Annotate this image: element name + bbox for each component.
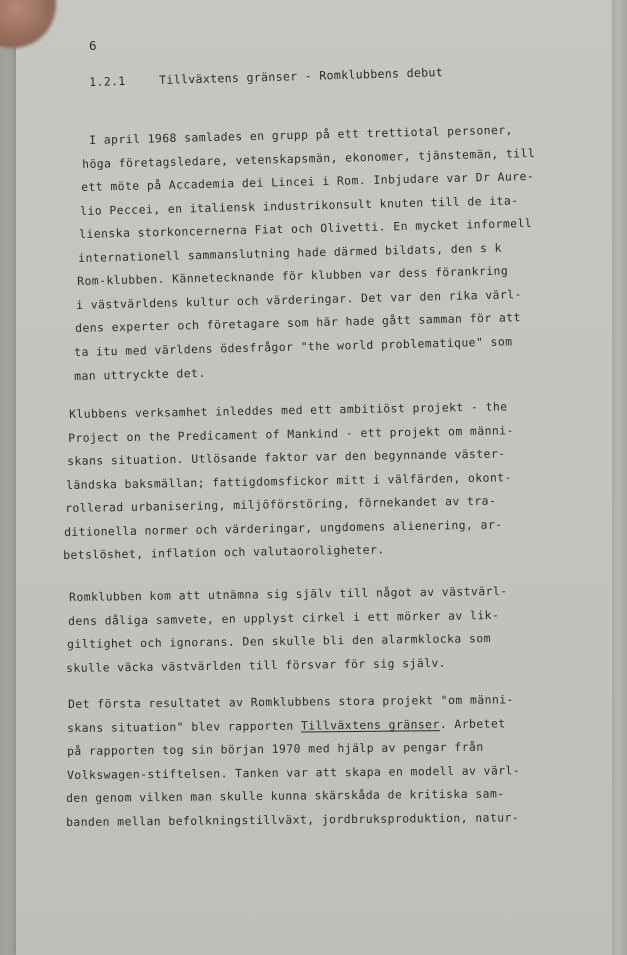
- paragraph-line: internationell sammanslutning hade därmed bildats, den s k: [78, 240, 503, 265]
- page-number: 6: [89, 38, 97, 53]
- paragraph-line: dens dåliga samvete, en upplyst cirkel i ett mörker av lik-: [68, 607, 500, 628]
- paragraph-line: Volkswagen-stiftelsen. Tanken var att skapa en modell av värl-: [66, 762, 520, 782]
- paragraph-line: man uttryckte det.: [73, 365, 206, 383]
- paragraph-line: höga företagsledare, vetenskapsmän, ekonomer, tjänstemän, till: [82, 145, 536, 171]
- paragraph-line: ett möte på Accademia dei Lincei i Rom. Inbjudare var Dr Aure-: [81, 169, 535, 195]
- paragraph-line: på rapporten tog sin början 1970 med hjälp av pengar från: [67, 739, 484, 759]
- line-text: . Arbetet: [439, 715, 506, 731]
- report-title: Tillväxtens gränser: [300, 716, 440, 733]
- section-title: Tillväxtens gränser - Romklubbens debut: [158, 65, 444, 88]
- page-edge: [612, 0, 627, 955]
- paragraph-line: banden mellan befolkningstillväxt, jordbruksproduktion, natur-: [65, 810, 520, 829]
- paragraph-line: giltighet och ignorans. Den skulle bli den alarmklocka som: [67, 631, 492, 652]
- paragraph-line: i västvärldens kultur och värderingar. Det var den rika värl-: [76, 286, 523, 312]
- paragraph-line: rollerad urbanisering, miljöförstöring, förnekandet av tra-: [65, 493, 497, 516]
- paragraph-line: den genom vilken man skulle kunna skärskåda de kritiska sam-: [66, 786, 505, 806]
- paragraph-line: dens experter och företagare som här hade gått samman för att: [75, 310, 522, 336]
- paragraph-line: ländska baksmällan; fattigdomsfickor mitt i välfärden, okont-: [66, 469, 513, 492]
- paragraph-line: Det första resultatet av Romklubbens stora projekt "om männi-: [68, 692, 514, 711]
- paragraph-line: Klubbens verksamhet inleddes med ett ambitiöst projekt - the: [69, 399, 508, 421]
- line-text: skans situation" blev rapporten: [67, 718, 301, 735]
- paragraph-line: skulle väcka västvärlden till försvar för sig själv.: [66, 655, 447, 675]
- paragraph-line: ditionella normer och värderingar, ungdomens alienering, ar-: [64, 517, 503, 539]
- paragraph-line: Rom-klubben. Kännetecknande för klubben var dess förankring: [77, 263, 509, 289]
- paragraph-line: Project on the Predicament of Mankind - ett projekt om männi-: [68, 422, 515, 445]
- paragraph-line: lienska storkoncernerna Fiat och Olivetti. En mycket informell: [79, 216, 533, 242]
- paragraph-line: I april 1968 samlades en grupp på ett trettiotal personer,: [89, 122, 514, 147]
- paragraph-line: lio Peccei, en italiensk industrikonsult knuten till de ita-: [80, 192, 519, 218]
- paragraph-line: betslöshet, inflation och valutaoroligheter.: [63, 542, 386, 563]
- section-number: 1.2.1: [89, 73, 126, 89]
- paragraph-line: ta itu med världens ödesfrågor "the world problematique" som: [74, 334, 514, 359]
- paragraph-line: skans situation. Utlösande faktor var den begynnande väster-: [67, 446, 506, 469]
- paragraph-line: Romklubben kom att utnämna sig själv till något av västvärl-: [69, 583, 508, 604]
